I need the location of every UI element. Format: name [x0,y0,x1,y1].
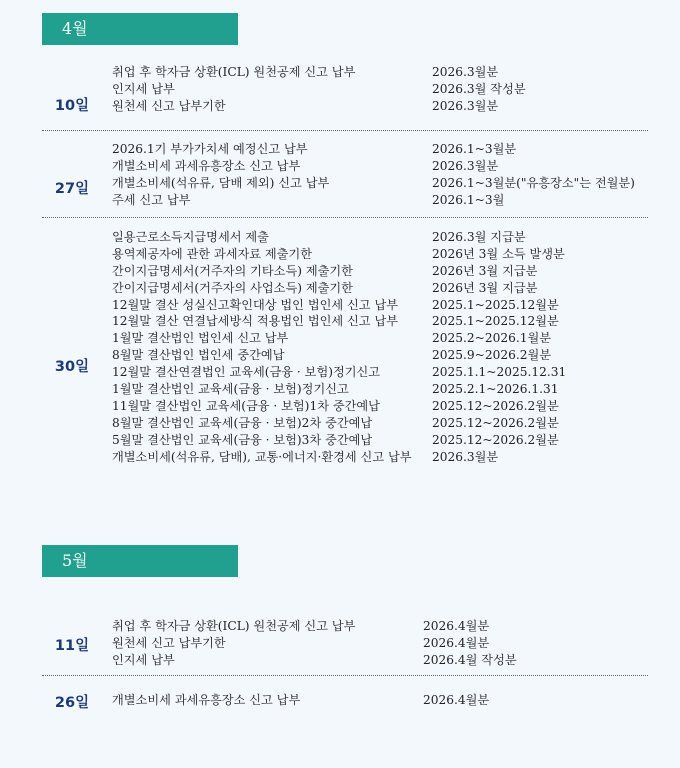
task-name: 12월말 결산연결법인 교육세(금융 · 보험)정기신고 [112,365,381,380]
task-name: 8월말 결산법인 법인세 중간예납 [112,348,285,363]
task-name: 12월말 결산 연결납세방식 적용법인 법인세 신고 납부 [112,314,398,329]
task-name: 일용근로소득지급명세서 제출 [112,230,269,244]
task-period: 2026.3월 지급분 [432,230,526,244]
task-name: 2026.1기 부가가치세 예정신고 납부 [112,142,308,156]
list-item [112,64,648,81]
task-period: 2025.12~2026.2월분 [432,415,559,430]
list-item [112,229,648,246]
task-name: 취업 후 학자금 상환(ICL) 원천공제 신고 납부 [112,65,356,79]
list-item [112,280,648,297]
task-period: 2026.1~3월분("유흥장소"는 전월분) [432,175,635,190]
day-label: 27일 [54,181,90,197]
task-list [112,692,648,709]
task-name: 1월말 결산법인 교육세(금융 · 보험)정기신고 [112,382,349,397]
task-name: 인지세 납부 [112,81,175,96]
list-item [112,652,648,669]
list-item [112,635,648,652]
task-period: 2026.4월분 [423,635,490,650]
list-item [112,263,648,280]
list-item [112,432,648,449]
task-period: 2026.3월분 [432,65,499,79]
task-name: 개별소비세 과세유흥장소 신고 납부 [112,693,301,707]
task-name: 11월말 결산법인 교육세(금융 · 보험)1차 중간예납 [112,398,380,413]
task-period: 2025.2.1~2026.1.31 [432,382,559,397]
day-label: 10일 [54,98,90,114]
task-name: 용역제공자에 관한 과세자료 제출기한 [112,246,312,261]
task-period: 2026.4월 작성분 [423,652,517,667]
task-name: 취업 후 학자금 상환(ICL) 원천공제 신고 납부 [112,619,356,633]
task-name: 개별소비세(석유류, 담배), 교통·에너지·환경세 신고 납부 [112,449,412,464]
day-label: 30일 [54,359,90,375]
task-period: 2026.4월분 [423,619,490,633]
list-item [112,398,648,415]
list-item [112,313,648,330]
list-item [112,81,648,98]
task-name: 주세 신고 납부 [112,192,191,207]
task-list [112,64,648,115]
task-name: 개별소비세(석유류, 담배 제외) 신고 납부 [112,175,330,190]
day-label: 26일 [54,695,90,711]
row-divider [42,675,648,676]
task-period: 2026년 3월 지급분 [432,263,538,278]
list-item [112,347,648,364]
task-period: 2026.3월분 [432,158,499,173]
task-period: 2026.3월 작성분 [432,81,526,96]
task-name: 8월말 결산법인 교육세(금융 · 보험)2차 중간예납 [112,415,373,430]
task-period: 2025.2~2026.1월분 [432,331,552,346]
list-item [112,297,648,314]
month-header-april: 4월 [42,13,238,45]
task-period: 2025.1~2025.12월분 [432,314,559,329]
list-item [112,381,648,398]
task-period: 2026.1~3월 [432,192,505,207]
list-item [112,175,648,192]
list-item [112,364,648,381]
task-name: 간이지급명세서(거주자의 기타소득) 제출기한 [112,263,353,278]
task-period: 2026년 3월 지급분 [432,280,538,295]
task-period: 2025.12~2026.2월분 [432,398,559,413]
task-period: 2025.1.1~2025.12.31 [432,365,567,380]
task-name: 1월말 결산법인 법인세 신고 납부 [112,331,289,346]
task-list [112,141,648,209]
task-name: 간이지급명세서(거주자의 사업소득) 제출기한 [112,280,353,295]
task-period: 2025.12~2026.2월분 [432,432,559,447]
list-item [112,141,648,158]
list-item [112,449,648,466]
list-item [112,158,648,175]
task-period: 2026.3월분 [432,449,499,464]
day-label: 11일 [54,638,90,654]
list-item [112,618,648,635]
row-divider [42,217,648,218]
task-name: 개별소비세 과세유흥장소 신고 납부 [112,158,301,173]
task-name: 원천세 신고 납부기한 [112,98,226,113]
task-period: 2026년 3월 소득 발생분 [432,246,565,261]
list-item [112,415,648,432]
task-list [112,229,648,465]
month-header-may: 5월 [42,545,238,577]
list-item [112,98,648,115]
task-period: 2026.4월분 [423,693,490,707]
task-period: 2026.3월분 [432,98,499,113]
task-list [112,618,648,669]
task-period: 2025.9~2026.2월분 [432,348,552,363]
list-item [112,330,648,347]
task-period: 2025.1~2025.12월분 [432,297,559,312]
task-name: 5월말 결산법인 교육세(금융 · 보험)3차 중간예납 [112,432,373,447]
list-item [112,246,648,263]
task-name: 원천세 신고 납부기한 [112,635,226,650]
list-item [112,192,648,209]
task-period: 2026.1~3월분 [432,142,517,156]
list-item [112,692,648,709]
task-name: 12월말 결산 성실신고확인대상 법인 법인세 신고 납부 [112,297,398,312]
task-name: 인지세 납부 [112,652,175,667]
row-divider [42,130,648,131]
